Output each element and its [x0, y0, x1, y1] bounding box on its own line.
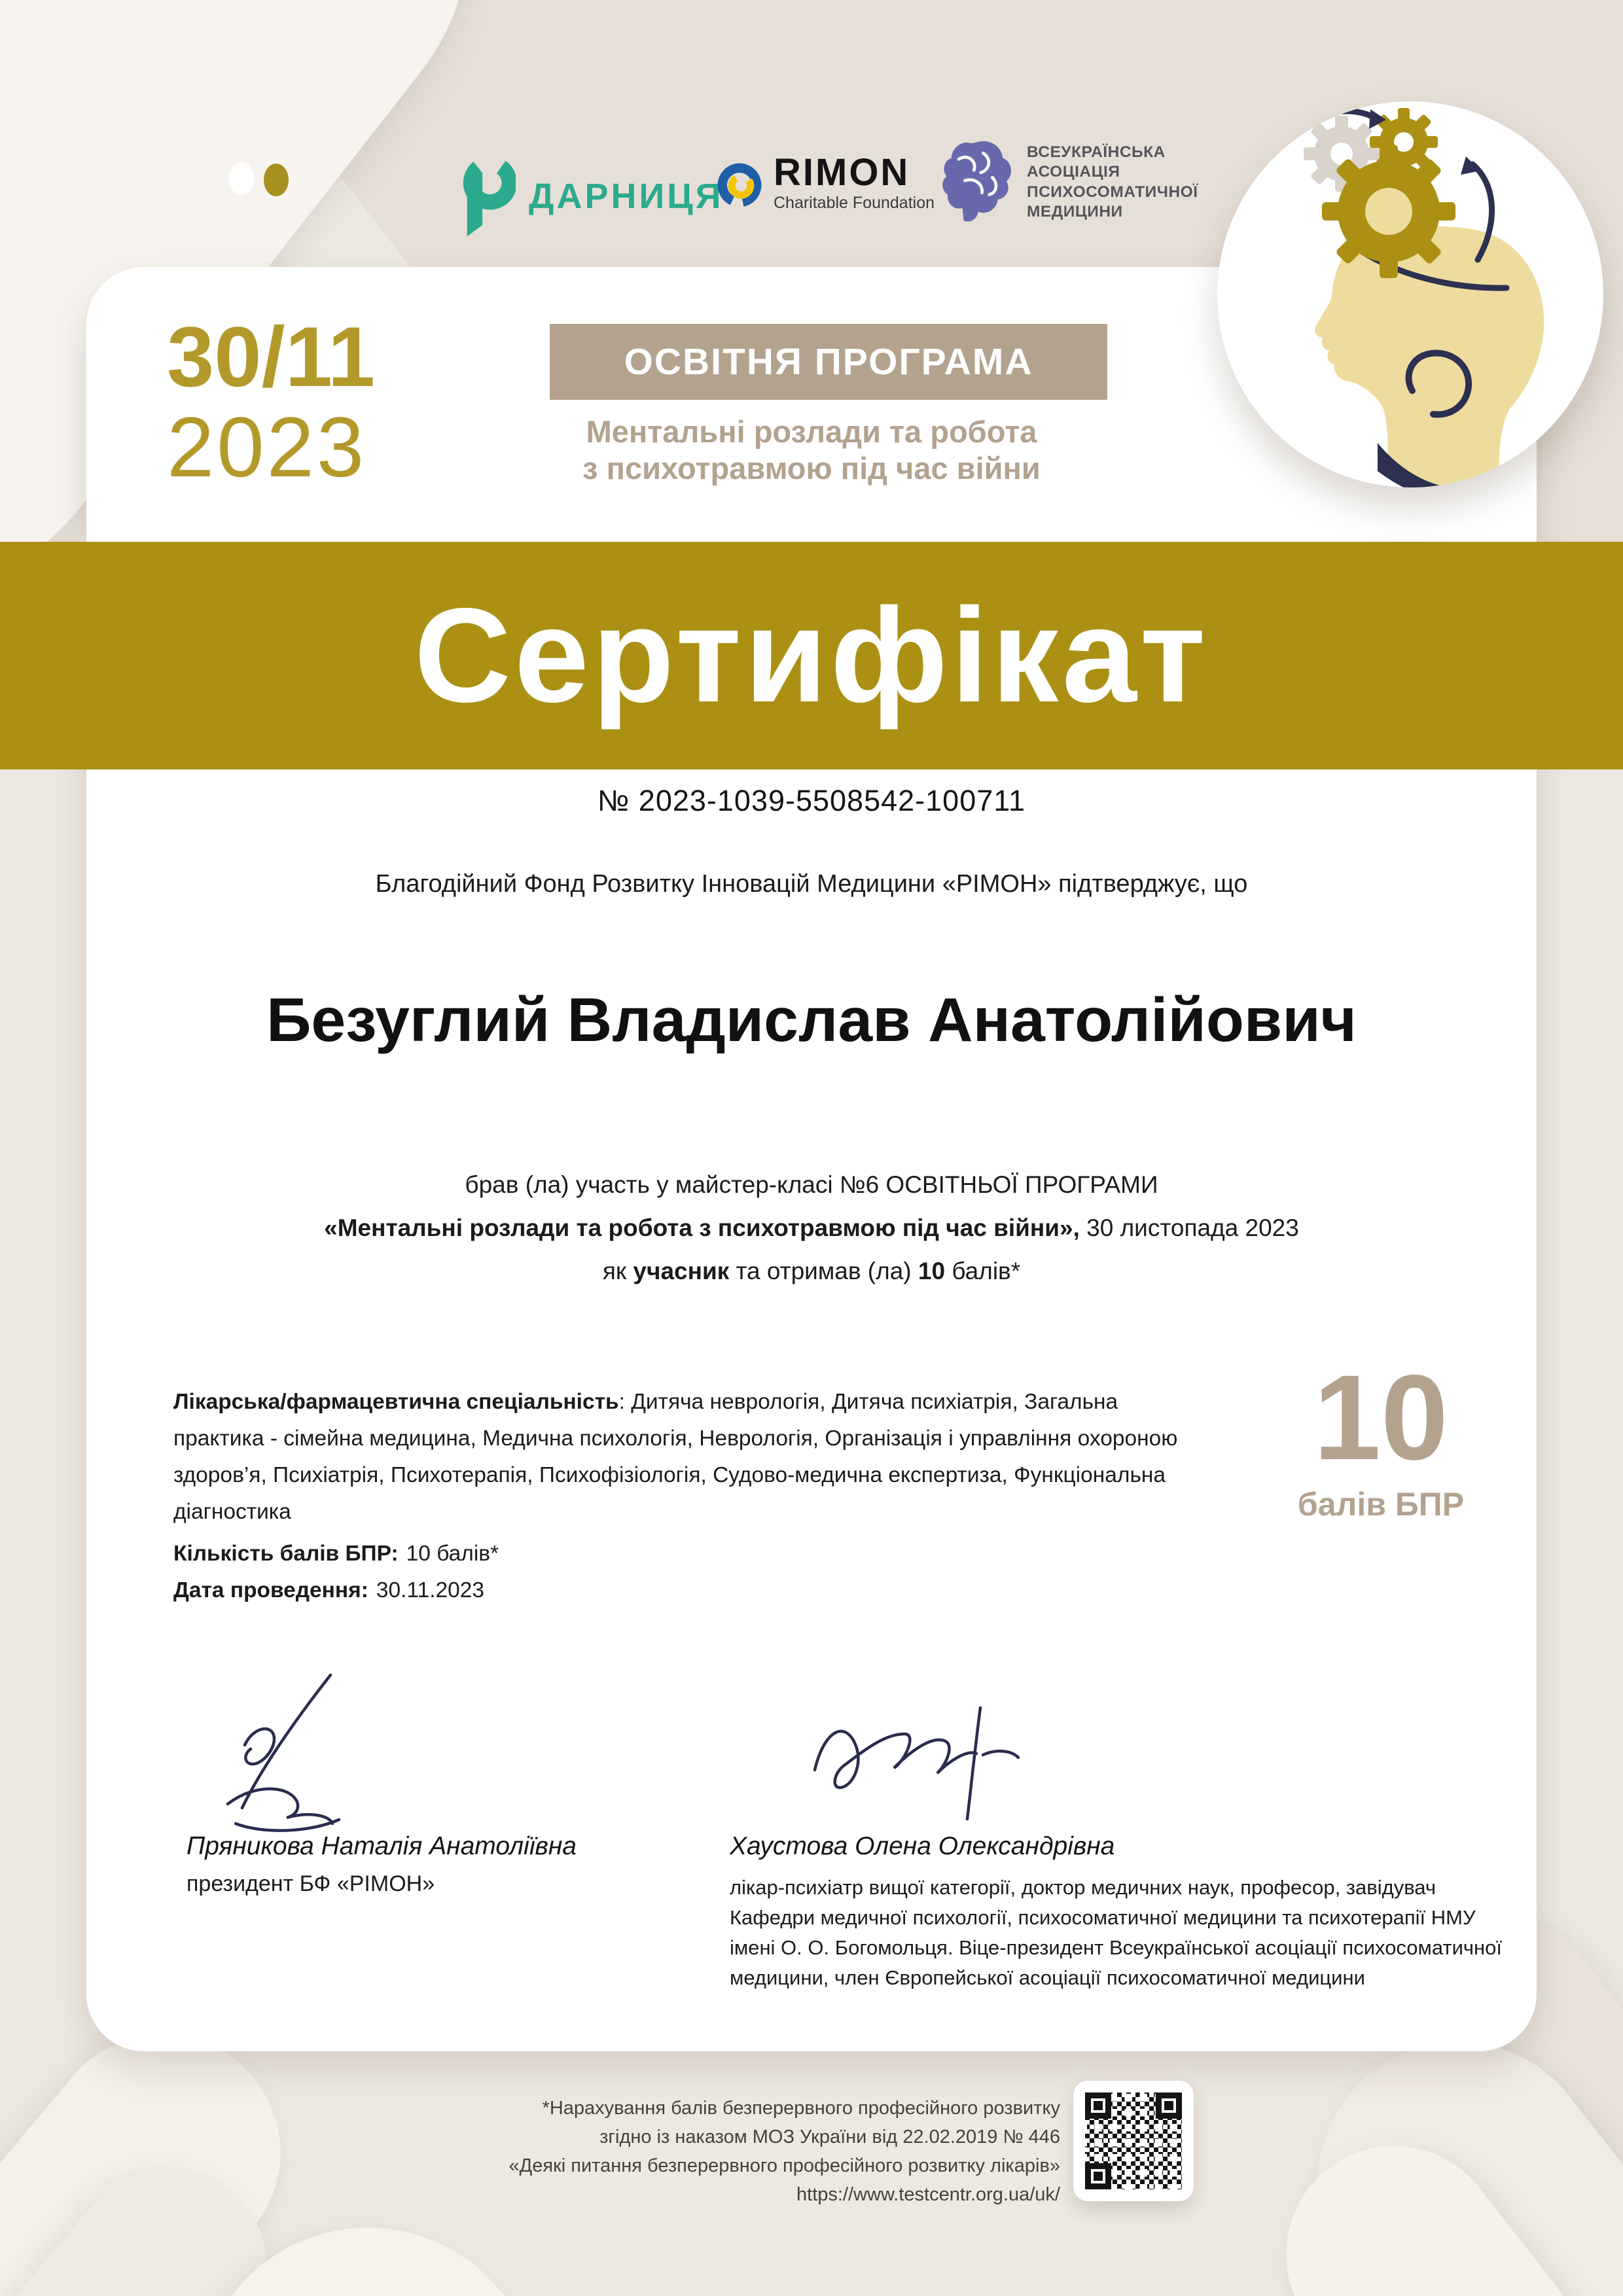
score-value: 10	[1313, 1351, 1448, 1485]
rimon-logo-text: RIMON	[774, 151, 910, 194]
association-logo	[940, 134, 1198, 230]
details-block	[173, 1384, 1201, 1609]
signature-left-name: Пряникова Наталія Анатоліївна	[187, 1832, 577, 1860]
footer-url: https://www.testcentr.org.ua/uk/	[796, 2184, 1060, 2205]
certificate-title: Сертифікат	[414, 580, 1209, 730]
bpr-points-row: Кількість балів БПР: 10 балів*	[173, 1542, 499, 1566]
event-date-year: 2023	[167, 399, 367, 495]
participation-line-3: як учасник та отримав (ла) 10 балів*	[602, 1258, 1021, 1284]
certificate-number: № 2023-1039-5508542-100711	[597, 784, 1026, 817]
rimon-logo-tagline: Charitable Foundation	[774, 194, 935, 212]
header-dot-1	[192, 162, 217, 195]
participation-line-1: брав (ла) участь у майстер-класі №6 ОСВІТНЬОЇ ПРОГРАМИ	[465, 1171, 1158, 1198]
darnytsia-logo	[458, 149, 724, 243]
event-date-row: Дата проведення: 30.11.2023	[173, 1578, 485, 1602]
header-dot-2	[229, 162, 254, 195]
head-gears-badge	[1217, 101, 1603, 487]
issuer-statement: Благодійний Фонд Розвитку Інновацій Медицини «РІМОН» підтверджує, що	[375, 870, 1248, 898]
qr-code-pattern	[1085, 2093, 1182, 2189]
head-with-gears-icon	[1217, 101, 1603, 487]
event-date-day-month: 30/11	[167, 309, 376, 404]
program-label: ОСВІТНЯ ПРОГРАМА	[624, 341, 1033, 383]
program-label-box	[550, 324, 1107, 400]
signature-left-title: президент БФ «РІМОН»	[187, 1871, 435, 1896]
recipient-name: Безуглий Владислав Анатолійович	[266, 985, 1357, 1055]
footer-note: *Нарахування балів безперервного професійного розвитку згідно із наказом МОЗ України від 22.02.2019 № 446 «Деякі питання безперервного професійного розвитку лікарів» https://www.testcentr.org.ua/uk/	[223, 2094, 1060, 2209]
header-dot-3	[264, 164, 289, 196]
signature-right-title: лікар-психіатр вищої категорії, доктор медичних наук, професор, завідувач Кафедри медичної психології, психосоматичної медицини та психотерапії НМУ імені О. О. Богомольця. Віце-президент Всеукраїнської асоціації психосоматичної медицини, член Європейської асоціації психосоматичної медицини	[730, 1876, 1503, 1989]
qr-finder-top-right-icon	[1156, 2093, 1182, 2119]
signature-right-icon	[805, 1688, 1054, 1845]
score-caption: балів БПР	[1297, 1486, 1465, 1523]
qr-code	[1073, 2081, 1194, 2201]
qr-finder-bottom-left-icon	[1085, 2163, 1111, 2189]
program-title: Ментальні розлади та робота з психотравмою під час війни	[582, 414, 1041, 486]
brain-icon	[940, 134, 1014, 230]
participation-paragraph	[0, 1163, 1623, 1293]
rimon-logo	[715, 153, 935, 221]
darnytsia-logo-text: ДАРНИЦЯ	[529, 176, 724, 216]
qr-finder-top-left-icon	[1085, 2093, 1111, 2119]
specialty-paragraph: Лікарська/фармацевтична спеціальність: Дитяча неврологія, Дитяча психіатрія, Загальна практика - сімейна медицина, Медична психологія, Неврологія, Організація і управління охороною здоров’я, Психіатрія, Психотерапія, Психофізіологія, Судово-медична експертиза, Функціональна діагностика	[173, 1390, 1178, 1524]
signature-right-name: Хаустова Олена Олександрівна	[730, 1832, 1115, 1860]
rimon-logo-icon	[715, 153, 764, 221]
association-logo-text: ВСЕУКРАЇНСЬКА АСОЦІАЦІЯ ПСИХОСОМАТИЧНОЇ МЕДИЦИНИ	[1027, 143, 1198, 221]
title-band	[0, 542, 1623, 769]
darnytsia-logo-icon	[458, 149, 516, 243]
score-badge	[1276, 1351, 1486, 1523]
participation-line-2: «Ментальні розлади та робота з психотравмою під час війни», 30 листопада 2023	[324, 1214, 1299, 1241]
